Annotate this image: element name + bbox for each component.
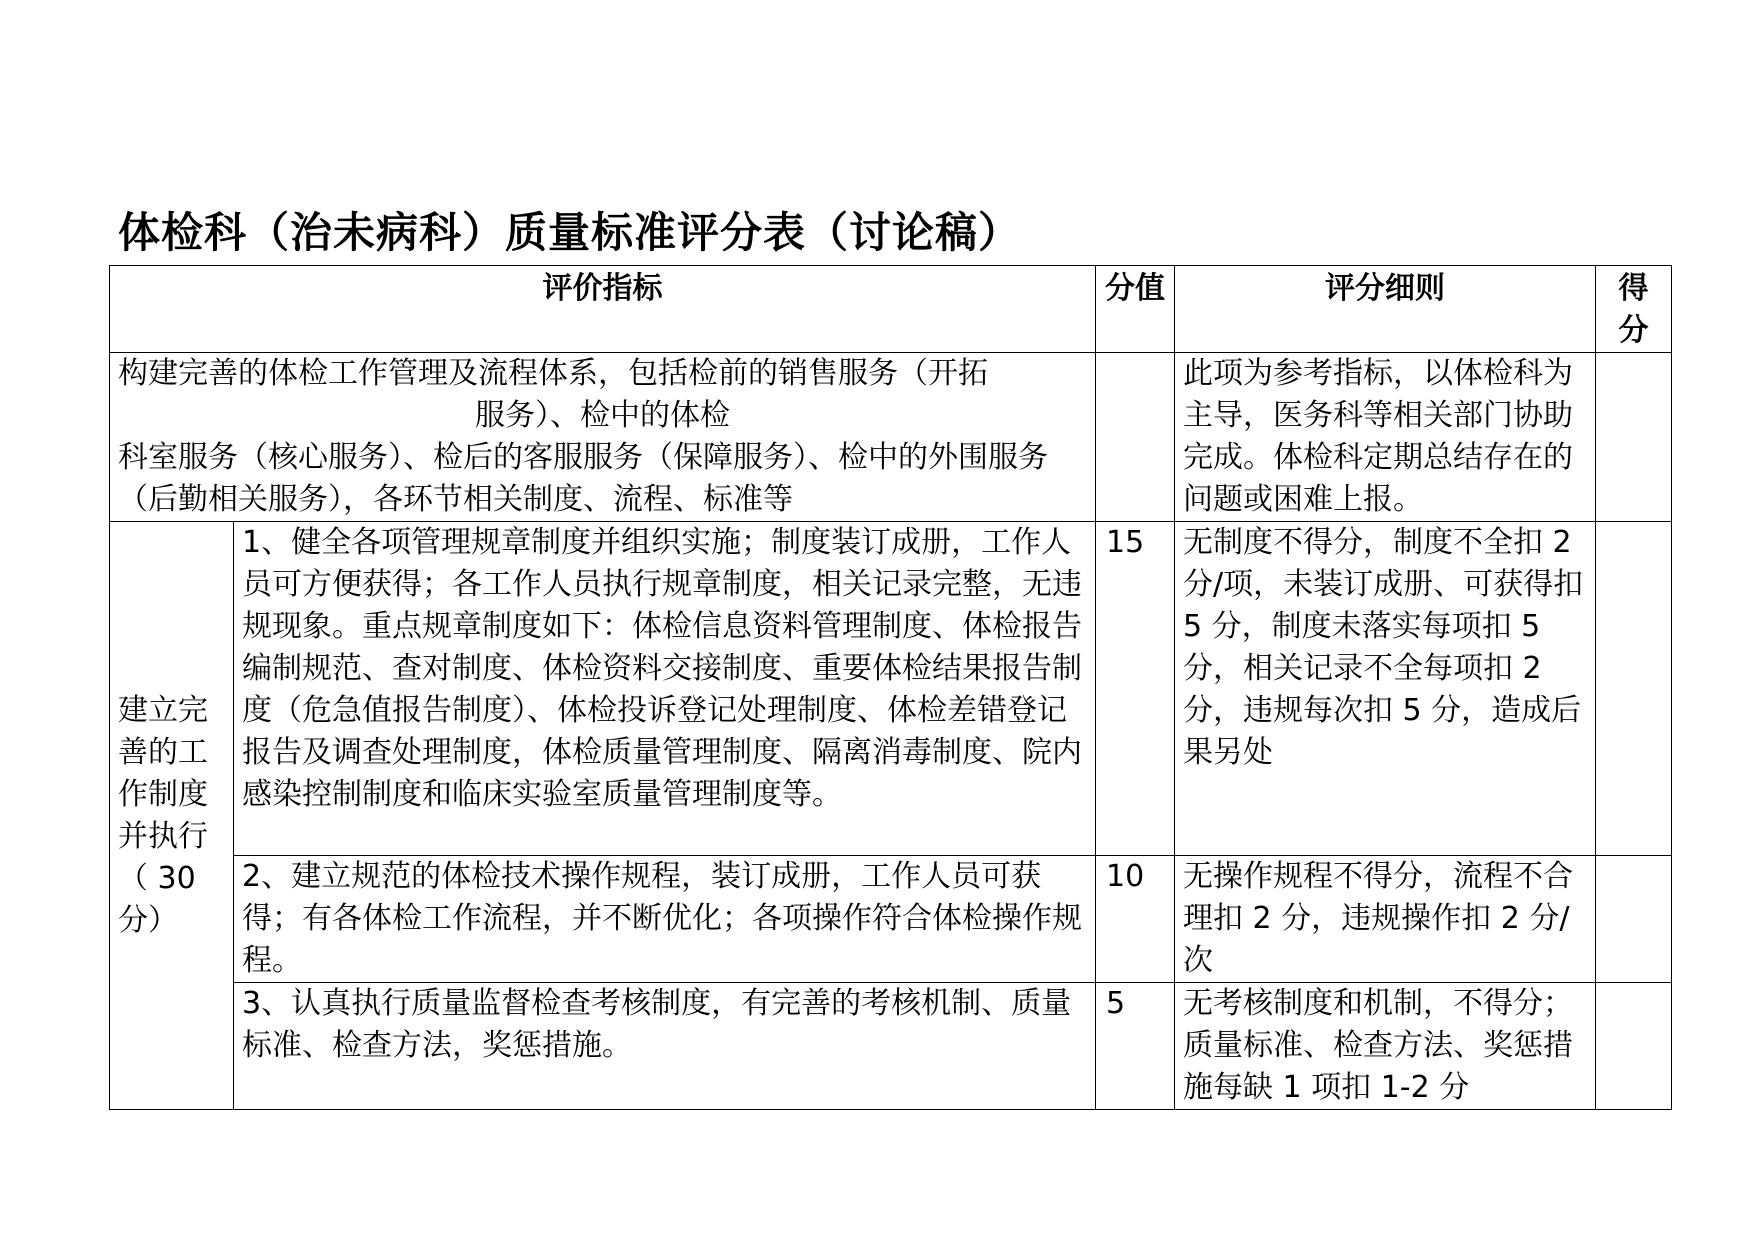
item-obtained[interactable] [1596, 522, 1672, 856]
intro-obtained-cell [1596, 353, 1672, 522]
intro-line-2: 服务）、检中的体检 [475, 398, 730, 433]
item-content: 1、健全各项管理规章制度并组织实施；制度装订成册，工作人员可方便获得；各工作人员执行规章制度，相关记录完整，无违规现象。重点规章制度如下：体检信息资料管理制度、体检报告编制规范、查对制度、体检资料交接制度、重要体检结果报告制度（危急值报告制度）、体检投诉登记处理制度、体检差错登记报告及调查处理制度，体检质量管理制度、隔离消毒制度、院内感染控制制度和临床实验室质量管理制度等。 [234, 522, 1096, 856]
table-row [110, 983, 1672, 1110]
item-content: 2、建立规范的体检技术操作规程，装订成册，工作人员可获得；有各体检工作流程，并不断优化；各项操作符合体检操作规程。 [234, 856, 1096, 983]
item-criteria: 无操作规程不得分，流程不合理扣 2 分，违规操作扣 2 分/次 [1175, 856, 1596, 983]
intro-line-3: 科室服务（核心服务）、检后的客服服务（保障服务）、检中的外围服务（后勤相关服务），各环节相关制度、流程、标准等 [118, 440, 1048, 517]
category-label: 建立完善的工作制度并执行（ 30分） [110, 522, 234, 1110]
intro-line-1: 构建完善的体检工作管理及流程体系，包括检前的销售服务（开拓 [118, 356, 988, 391]
intro-cell [110, 353, 1096, 522]
document-title: 体检科（治未病科）质量标准评分表（讨论稿） [118, 208, 1022, 257]
quality-score-table [109, 265, 1672, 1110]
header-row [110, 266, 1672, 353]
item-criteria: 无制度不得分，制度不全扣 2 分/项，未装订成册、可获得扣 5 分，制度未落实每项扣 5 分，相关记录不全每项扣 2 分，违规每次扣 5 分，造成后果另处 [1175, 522, 1596, 856]
table-row [110, 856, 1672, 983]
item-obtained[interactable] [1596, 983, 1672, 1110]
item-score: 15 [1096, 522, 1175, 856]
header-indicator: 评价指标 [110, 266, 1096, 353]
intro-score-cell [1096, 353, 1175, 522]
header-criteria: 评分细则 [1175, 266, 1596, 353]
item-obtained[interactable] [1596, 856, 1672, 983]
item-score: 5 [1096, 983, 1175, 1110]
header-score-value: 分值 [1096, 266, 1175, 353]
item-content: 3、认真执行质量监督检查考核制度，有完善的考核机制、质量标准、检查方法，奖惩措施。 [234, 983, 1096, 1110]
intro-row [110, 353, 1672, 522]
table-row [110, 522, 1672, 856]
item-score: 10 [1096, 856, 1175, 983]
header-obtained: 得分 [1596, 266, 1672, 353]
item-criteria: 无考核制度和机制，不得分；质量标准、检查方法、奖惩措施每缺 1 项扣 1-2 分 [1175, 983, 1596, 1110]
intro-note: 此项为参考指标，以体检科为主导，医务科等相关部门协助完成。体检科定期总结存在的问题或困难上报。 [1175, 353, 1596, 522]
